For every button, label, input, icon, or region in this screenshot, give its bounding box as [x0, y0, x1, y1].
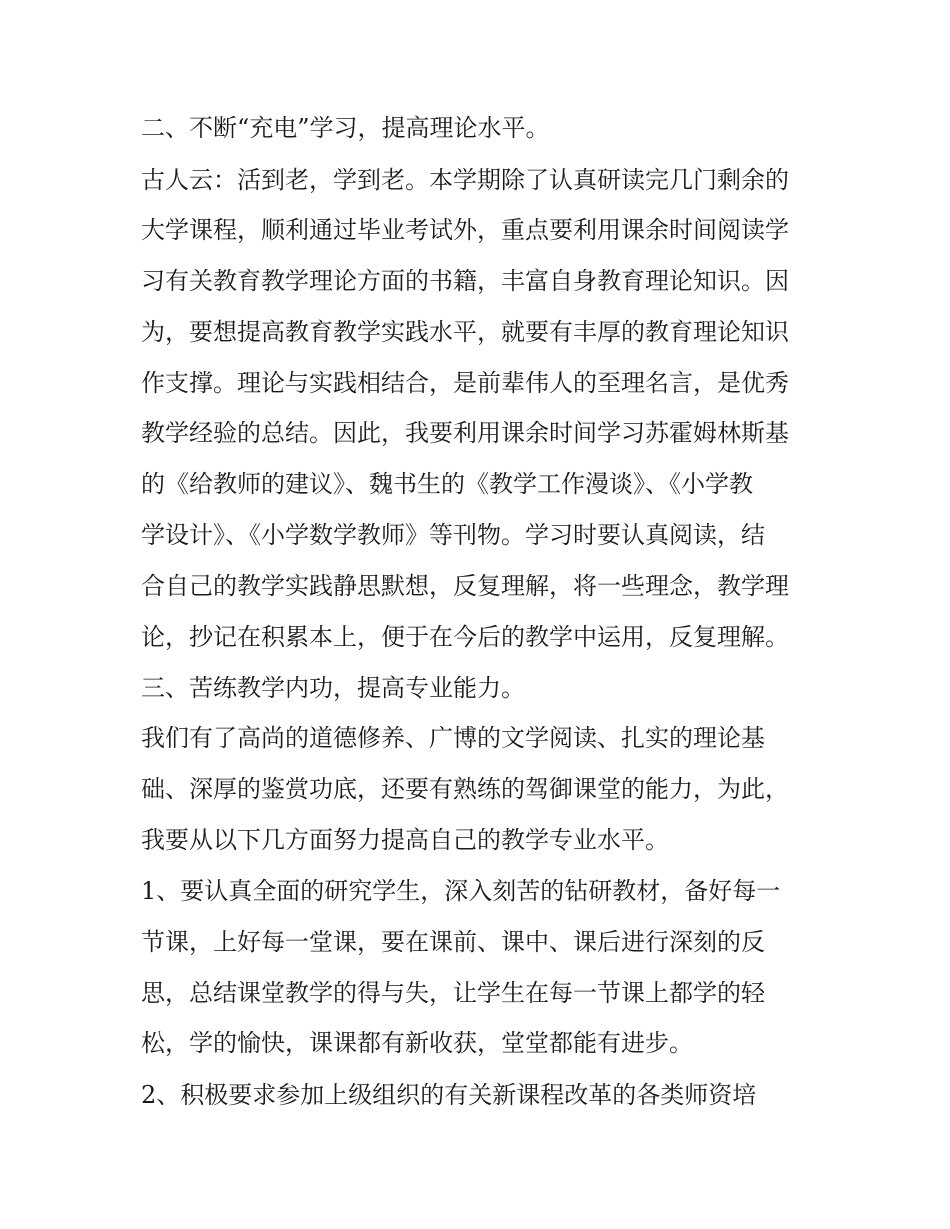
paragraph-line: 古人云：活到老，学到老。本学期除了认真研读完几门剩余的 — [141, 166, 789, 194]
paragraph-line: 论，抄记在积累本上，便于在今后的教学中运用，反复理解。 — [141, 623, 789, 651]
section-heading-2: 二、不断“充电”学习，提高理论水平。 — [141, 114, 550, 142]
paragraph-line: 大学课程，顺利通过毕业考试外，重点要利用课余时间阅读学 — [141, 216, 789, 244]
paragraph-line: 学设计》、《小学数学教师》等刊物。学习时要认真阅读，结 — [141, 521, 765, 549]
list-item-1-line: 节课，上好每一堂课，要在课前、课中、课后进行深刻的反 — [141, 928, 765, 956]
list-item-2-line: 2、积极要求参加上级组织的有关新课程改革的各类师资培 — [141, 1081, 757, 1109]
paragraph-line: 习有关教育教学理论方面的书籍，丰富自身教育理论知识。因 — [141, 267, 789, 295]
list-item-1-line: 思，总结课堂教学的得与失，让学生在每一节课上都学的轻 — [141, 979, 765, 1007]
section-heading-3: 三、苦练教学内功，提高专业能力。 — [141, 674, 525, 702]
paragraph-line: 础、深厚的鉴赏功底，还要有熟练的驾御课堂的能力，为此， — [141, 775, 789, 803]
list-item-1-line: 1、要认真全面的研究学生，深入刻苦的钻研教材，备好每一 — [141, 877, 781, 905]
paragraph-line: 作支撑。理论与实践相结合，是前辈伟人的至理名言，是优秀 — [141, 369, 789, 397]
list-item-1-line: 松，学的愉快，课课都有新收获，堂堂都能有进步。 — [141, 1029, 693, 1057]
paragraph-line: 为，要想提高教育教学实践水平，就要有丰厚的教育理论知识 — [141, 318, 789, 346]
paragraph-line: 教学经验的总结。因此，我要利用课余时间学习苏霍姆林斯基 — [141, 419, 789, 447]
paragraph-line: 的《给教师的建议》、魏书生的《教学工作漫谈》、《小学教 — [141, 470, 753, 498]
paragraph-line: 我要从以下几方面努力提高自己的教学专业水平。 — [141, 826, 669, 854]
paragraph-line: 我们有了高尚的道德修养、广博的文学阅读、扎实的理论基 — [141, 724, 765, 752]
paragraph-line: 合自己的教学实践静思默想，反复理解，将一些理念，教学理 — [141, 572, 789, 600]
